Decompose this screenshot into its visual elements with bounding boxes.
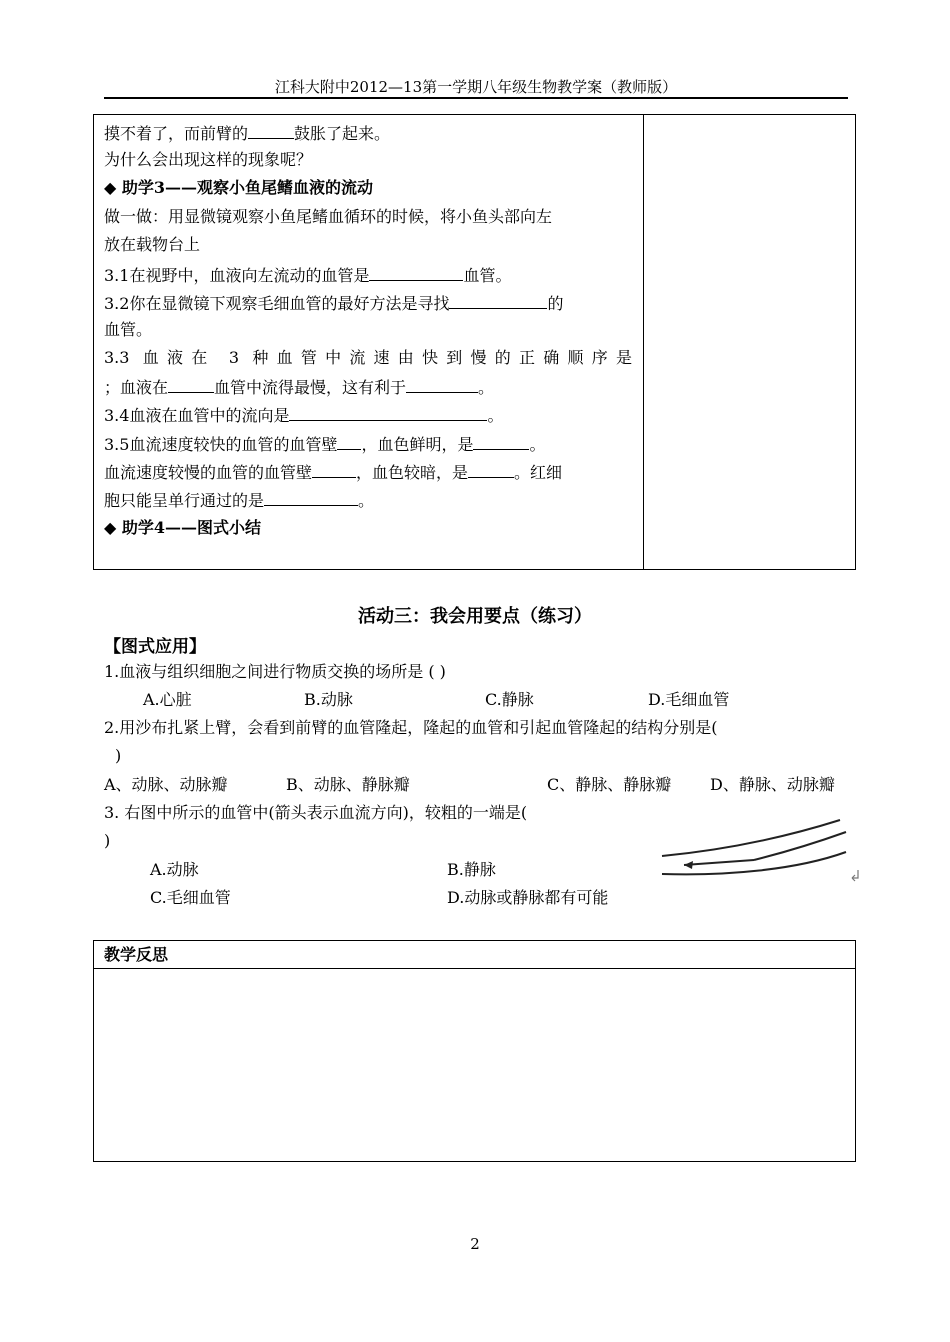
- text-line: 放在载物台上: [104, 235, 201, 254]
- text-line: 为什么会出现这样的现象呢？: [104, 150, 313, 169]
- text-line: 做一做：用显微镜观察小鱼尾鳍血循环的时候，将小鱼头部向左: [104, 207, 553, 226]
- option: D、静脉、动脉瓣: [710, 775, 835, 794]
- aid-4-heading: ◆ 助学4——图式小结: [104, 518, 262, 537]
- option: C、静脉、静脉瓣: [547, 775, 672, 794]
- blank: [369, 264, 463, 281]
- option: C.毛细血管: [150, 888, 231, 907]
- activity-title: 活动三：我会用要点（练习）: [358, 606, 592, 627]
- blank: [312, 461, 356, 478]
- blank: [406, 376, 478, 393]
- question-3-5: 3.5血流速度较快的血管的血管壁 ，血色鲜明，是 。: [104, 435, 546, 454]
- option: B.静脉: [447, 860, 496, 879]
- option: A.动脉: [150, 860, 199, 879]
- question-3-5-cont: 血流速度较慢的血管的血管壁 ，血色较暗，是 。红细: [104, 463, 563, 482]
- option: B.动脉: [304, 690, 353, 709]
- option: B、动脉、静脉瓣: [286, 775, 410, 794]
- blank: [449, 292, 547, 309]
- blank: [248, 122, 294, 139]
- question-3-3-cont: ；血液在 血管中流得最慢，这有利于 。: [104, 378, 495, 397]
- arrow-head-icon: [684, 861, 693, 869]
- blank: [289, 404, 487, 421]
- blank: [468, 461, 514, 478]
- blood-flow-arrow: [684, 860, 754, 865]
- text-line: 摸不着了，而前臂的 鼓胀了起来。: [104, 124, 391, 143]
- page-header: 江科大附中2012—13第一学期八年级生物教学案（教师版）: [274, 78, 678, 96]
- header-rule: [104, 97, 848, 99]
- question-3-cont: ): [104, 831, 111, 850]
- option: A.心脏: [143, 690, 192, 709]
- question-3-2: 3.2你在显微镜下观察毛细血管的最好方法是寻找 的: [104, 294, 564, 313]
- blood-vessel-figure: [656, 812, 868, 888]
- option: A、动脉、动脉瓣: [104, 775, 228, 794]
- activity-subtitle: 【图式应用】: [104, 637, 206, 657]
- question-1: 1.血液与组织细胞之间进行物质交换的场所是 ( ): [104, 662, 446, 681]
- blank: [168, 376, 214, 393]
- blank: [473, 433, 529, 450]
- reflection-header-divider: [93, 968, 856, 969]
- blank: [264, 489, 358, 506]
- option: D.毛细血管: [648, 690, 730, 709]
- question-3-4: 3.4血液在血管中的流向是 。: [104, 406, 504, 425]
- question-2: 2.用沙布扎紧上臂，会看到前臂的血管隆起，隆起的血管和引起血管隆起的结构分别是(: [104, 718, 718, 737]
- aid-3-heading: ◆ 助学3——观察小鱼尾鳍血液的流动: [104, 178, 374, 197]
- reflection-box: [93, 940, 856, 1162]
- table-column-divider: [643, 114, 644, 570]
- vessel-upper-wall: [662, 820, 840, 856]
- reflection-label: 教学反思: [104, 945, 169, 964]
- option: C.静脉: [485, 690, 534, 709]
- question-3-5-cont2: 胞只能呈单行通过的是 。: [104, 491, 375, 510]
- question-3: 3. 右图中所示的血管中(箭头表示血流方向)，较粗的一端是(: [104, 803, 528, 822]
- blank: [337, 433, 361, 450]
- question-2-cont: ): [115, 746, 122, 765]
- page-number: 2: [470, 1235, 480, 1253]
- question-3-1: 3.1在视野中，血液向左流动的血管是 血管。: [104, 266, 512, 285]
- question-3-3: 3.3 血液在 3 种血管中流速由快到慢的正确顺序是: [104, 348, 632, 367]
- option: D.动脉或静脉都有可能: [447, 888, 609, 907]
- text-line: 血管。: [104, 320, 153, 339]
